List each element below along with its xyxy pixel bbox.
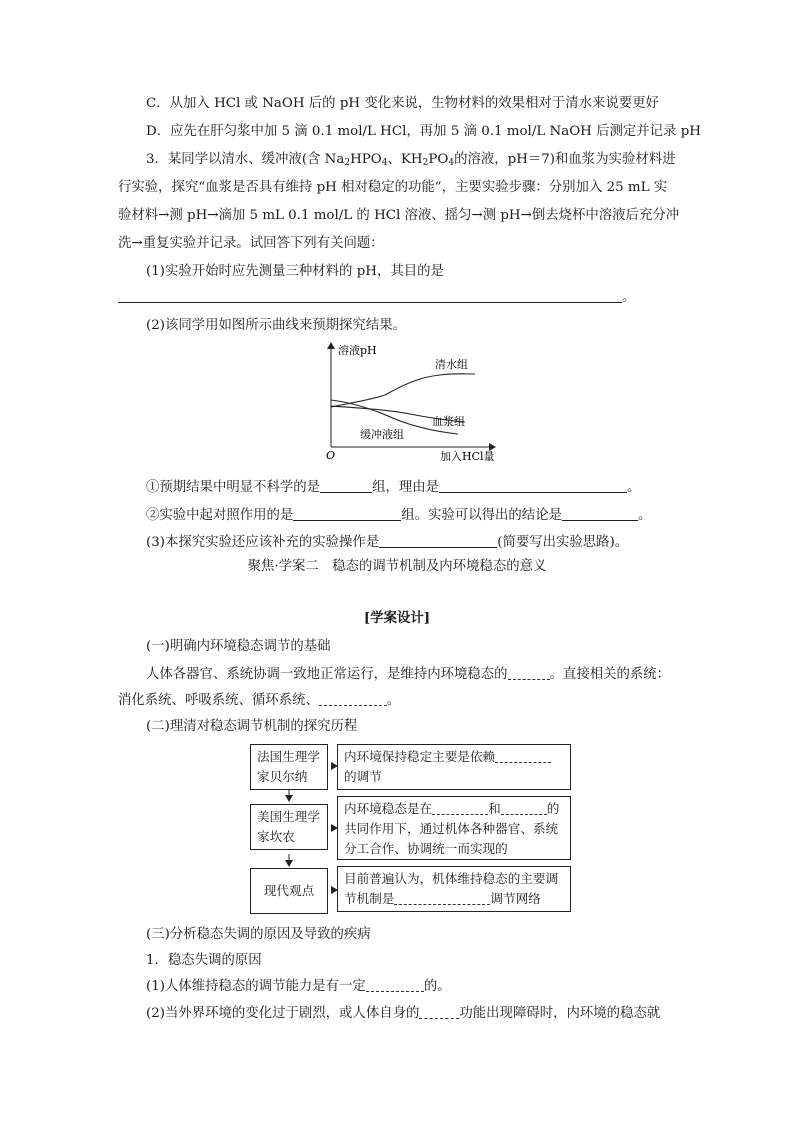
x-axis-label: 加入HCl量 bbox=[440, 450, 495, 463]
s2-title: (二)理清对稳态调节机制的探究历程 bbox=[146, 719, 358, 734]
series-label-water: 清水组 bbox=[435, 358, 468, 371]
s3-1: 1．稳态失调的原因 bbox=[146, 953, 262, 968]
s1-title: (一)明确内环境稳态调节的基础 bbox=[146, 639, 331, 654]
answer-blank[interactable] bbox=[320, 478, 372, 493]
q3-2-a: ①预期结果中明显不科学的是 组，理由是 。 bbox=[146, 480, 641, 495]
flow-desc-bernard: 内环境保持稳定主要是依赖 的调节 bbox=[337, 744, 571, 790]
q3-part-1: (1)实验开始时应先测量三种材料的 pH，其目的是 bbox=[146, 264, 444, 279]
answer-blank[interactable] bbox=[379, 533, 497, 548]
origin-label: O bbox=[326, 449, 336, 462]
q3-part-2: (2)该同学用如图所示曲线来预期探究结果。 bbox=[146, 318, 406, 333]
section-title: 聚焦·学案二 稳态的调节机制及内环境稳态的意义 bbox=[247, 559, 547, 574]
q3-3: (3)本探究实验还应该补充的实验操作是 (简要写出实验思路)。 bbox=[146, 535, 629, 550]
answer-blank[interactable] bbox=[439, 478, 627, 493]
flow-node-cannon: 美国生理学家坎农 bbox=[250, 804, 328, 850]
s3-1-b: (2)当外界环境的变化过于剧烈，或人体自身的 功能出现障碍时，内环境的稳态就 bbox=[146, 1006, 661, 1021]
q3-line-3: 验材料→测 pH→滴加 5 mL 0.1 mol/L 的 HCl 溶液、摇匀→测 pH→倒去烧杯中溶液后充分冲 bbox=[118, 208, 680, 223]
answer-blank[interactable] bbox=[118, 288, 622, 303]
series-label-buffer: 缓冲液组 bbox=[360, 428, 404, 441]
s3-1-a: (1)人体维持稳态的调节能力是有一定 的。 bbox=[146, 979, 451, 994]
series-line-water bbox=[331, 374, 475, 407]
s3-title: (三)分析稳态失调的原因及导致的疾病 bbox=[146, 927, 371, 942]
s1-line-2: 消化系统、呼吸系统、循环系统、 。 bbox=[118, 693, 401, 708]
answer-blank[interactable] bbox=[501, 800, 547, 815]
answer-blank[interactable] bbox=[366, 977, 424, 992]
q3-part-1-blank: 。 bbox=[118, 288, 635, 308]
q3-2-b: ②实验中起对照作用的是 组。实验可以得出的结论是 。 bbox=[146, 508, 652, 523]
answer-blank[interactable] bbox=[394, 890, 490, 905]
flow-desc-cannon: 内环境稳态是在 和 的共同作用下，通过机体各种器官、系统分工合作、协调统一而实现的 bbox=[337, 796, 571, 860]
option-c: C．从加入 HCl 或 NaOH 后的 pH 变化来说，生物材料的效果相对于清水来说要更好 bbox=[146, 96, 659, 111]
s1-line-1: 人体各器官、系统协调一致地正常运行，是维持内环境稳态的 。直接相关的系统： bbox=[146, 667, 671, 682]
answer-blank[interactable] bbox=[432, 800, 488, 815]
q3-line-1: 3．某同学以清水、缓冲液(含 $Na_2HPO_4$、$KH_2PO_4$的溶液，pH＝7)和血浆为实验材料进 bbox=[146, 152, 676, 168]
answer-blank[interactable] bbox=[293, 506, 401, 521]
ph-chart bbox=[320, 340, 510, 465]
design-label: [学案设计] bbox=[363, 610, 431, 626]
answer-blank[interactable] bbox=[508, 665, 550, 680]
option-d: D．应先在肝匀浆中加 5 滴 0.1 mol/L HCl，再加 5 滴 0.1 mol/L NaOH 后测定并记录 pH bbox=[146, 124, 701, 139]
y-axis-label: 溶液pH bbox=[338, 344, 377, 357]
flow-node-bernard: 法国生理学家贝尔纳 bbox=[250, 744, 328, 790]
flow-desc-modern: 目前普遍认为，机体维持稳态的主要调节机制是 调节网络 bbox=[337, 866, 571, 912]
series-label-plasma: 血浆组 bbox=[432, 415, 465, 428]
answer-blank[interactable] bbox=[419, 1004, 459, 1019]
q3-line-4: 洗→重复实验并记录。试回答下列有关问题： bbox=[118, 236, 384, 251]
answer-blank[interactable] bbox=[319, 691, 387, 706]
q3-line-2: 行实验，探究“血浆是否具有维持 pH 相对稳定的功能”，主要实验步骤：分别加入 25 mL 实 bbox=[118, 180, 668, 195]
answer-blank[interactable] bbox=[562, 506, 638, 521]
answer-blank[interactable] bbox=[495, 748, 551, 763]
flow-node-modern: 现代观点 bbox=[250, 868, 328, 914]
